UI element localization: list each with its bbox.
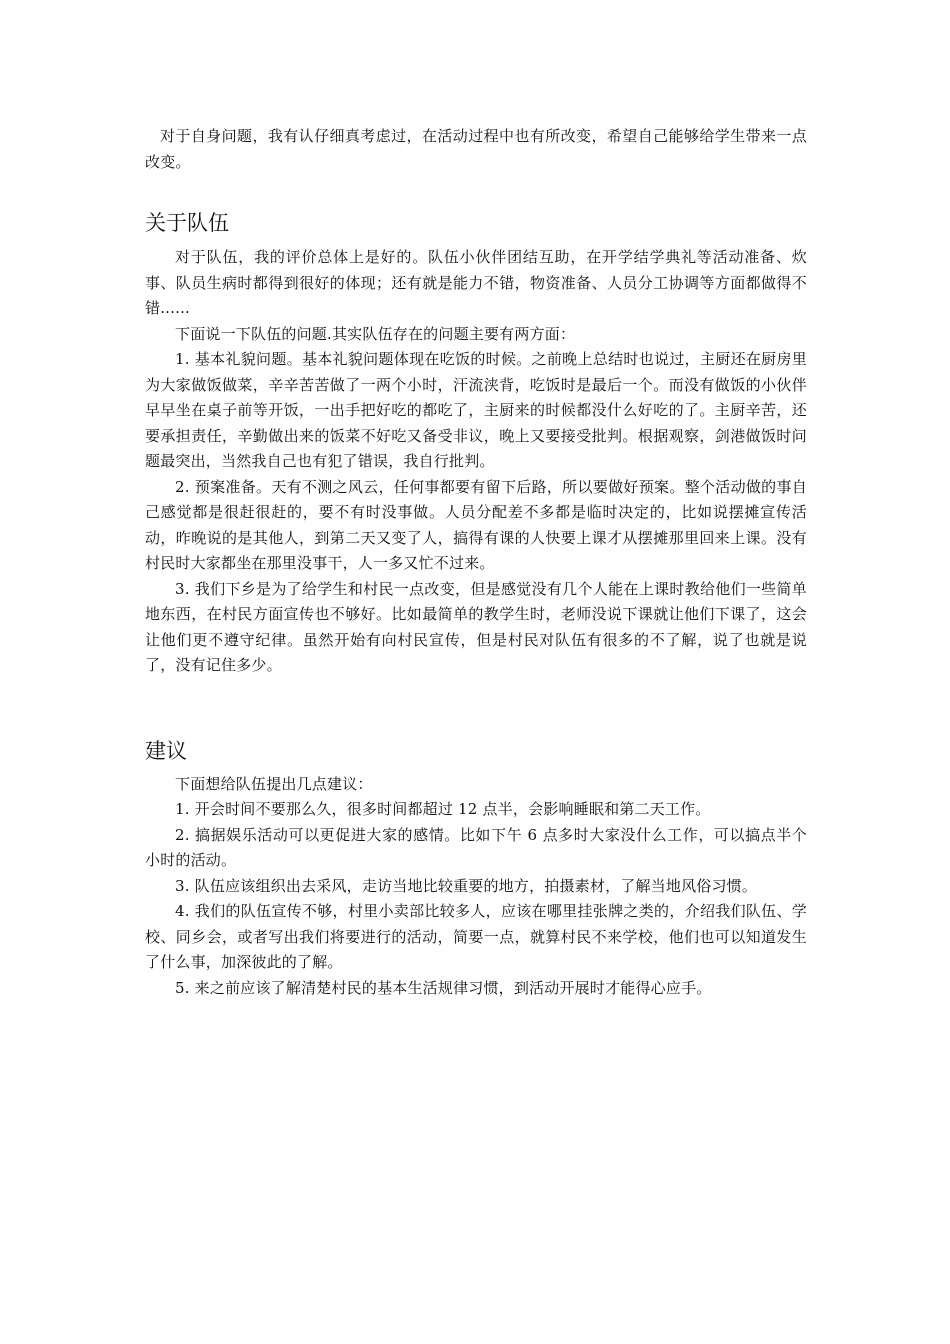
suggestion-item-4: 4. 我们的队伍宣传不够，村里小卖部比较多人，应该在哪里挂张牌之类的，介绍我们队伍、学校、同乡会，或者写出我们将要进行的活动，简要一点，就算村民不来学校，他们也可以知道发生了什么事，加深彼此的了解。 (145, 902, 807, 971)
document-page (145, 124, 807, 1001)
team-evaluation-paragraph: 对于队伍，我的评价总体上是好的。队伍小伙伴团结互助，在开学结学典礼等活动准备、炊事、队员生病时都得到很好的体现；还有就是能力不错，物资准备、人员分工协调等方面都做得不错...... (145, 248, 807, 317)
suggestion-item-5: 5. 来之前应该了解清楚村民的基本生活规律习惯，到活动开展时才能得心应手。 (175, 978, 712, 997)
suggestion-item-1: 1. 开会时间不要那么久，很多时间都超过 12 点半，会影响睡眠和第二天工作。 (175, 800, 711, 818)
team-problem-1: 1. 基本礼貌问题。基本礼貌问题体现在吃饭的时候。之前晚上总结时也说过，主厨还在厨房里为大家做饭做菜，辛辛苦苦做了一两个小时，汗流浃背，吃饭时是最后一个。而没有做饭的小伙伴早早坐在桌子前等开饭，一出手把好吃的都吃了，主厨来的时候都没什么好吃的了。主厨辛苦，还要承担责任，辛勤做出来的饭菜不好吃又备受非议，晚上又要接受批判。根据观察，剑港做饭时问题最突出，当然我自己也有犯了错误，我自行批判。 (145, 350, 807, 470)
team-problem-3: 3. 我们下乡是为了给学生和村民一点改变，但是感觉没有几个人能在上课时教给他们一些简单地东西，在村民方面宣传也不够好。比如最简单的教学生时，老师没说下课就让他们下课了，这会让他们更不遵守纪律。虽然开始有向村民宣传，但是村民对队伍有很多的不了解，说了也就是说了，没有记住多少。 (145, 579, 807, 674)
suggestion-intro: 下面想给队伍提出几点建议： (175, 774, 373, 793)
team-problems-intro: 下面说一下队伍的问题.其实队伍存在的问题主要有两方面： (175, 324, 576, 343)
team-problem-2: 2. 预案准备。天有不测之风云，任何事都要有留下后路，所以要做好预案。整个活动做的事自己感觉都是很赶很赶的，要不有时没事做。人员分配差不多都是临时决定的，比如说摆摊宣传活动，昨晚说的是其他人，到第二天又变了人，搞得有课的人快要上课才从摆摊那里回来上课。没有村民时大家都坐在那里没事干，人一多又忙不过来。 (145, 477, 807, 572)
suggestion-section-heading: 建议 (145, 738, 187, 763)
team-section-heading: 关于队伍 (145, 211, 229, 235)
suggestion-item-2: 2. 搞据娱乐活动可以更促进大家的感情。比如下午 6 点多时大家没什么工作，可以搞点半个小时的活动。 (145, 825, 807, 869)
intro-paragraph: 对于自身问题，我有认仔细真考虑过，在活动过程中也有所改变，希望自己能够给学生带来一点改变。 (145, 127, 807, 171)
suggestion-item-3: 3. 队伍应该组织出去采风，走访当地比较重要的地方，拍摄素材，了解当地风俗习惯。 (175, 876, 758, 895)
